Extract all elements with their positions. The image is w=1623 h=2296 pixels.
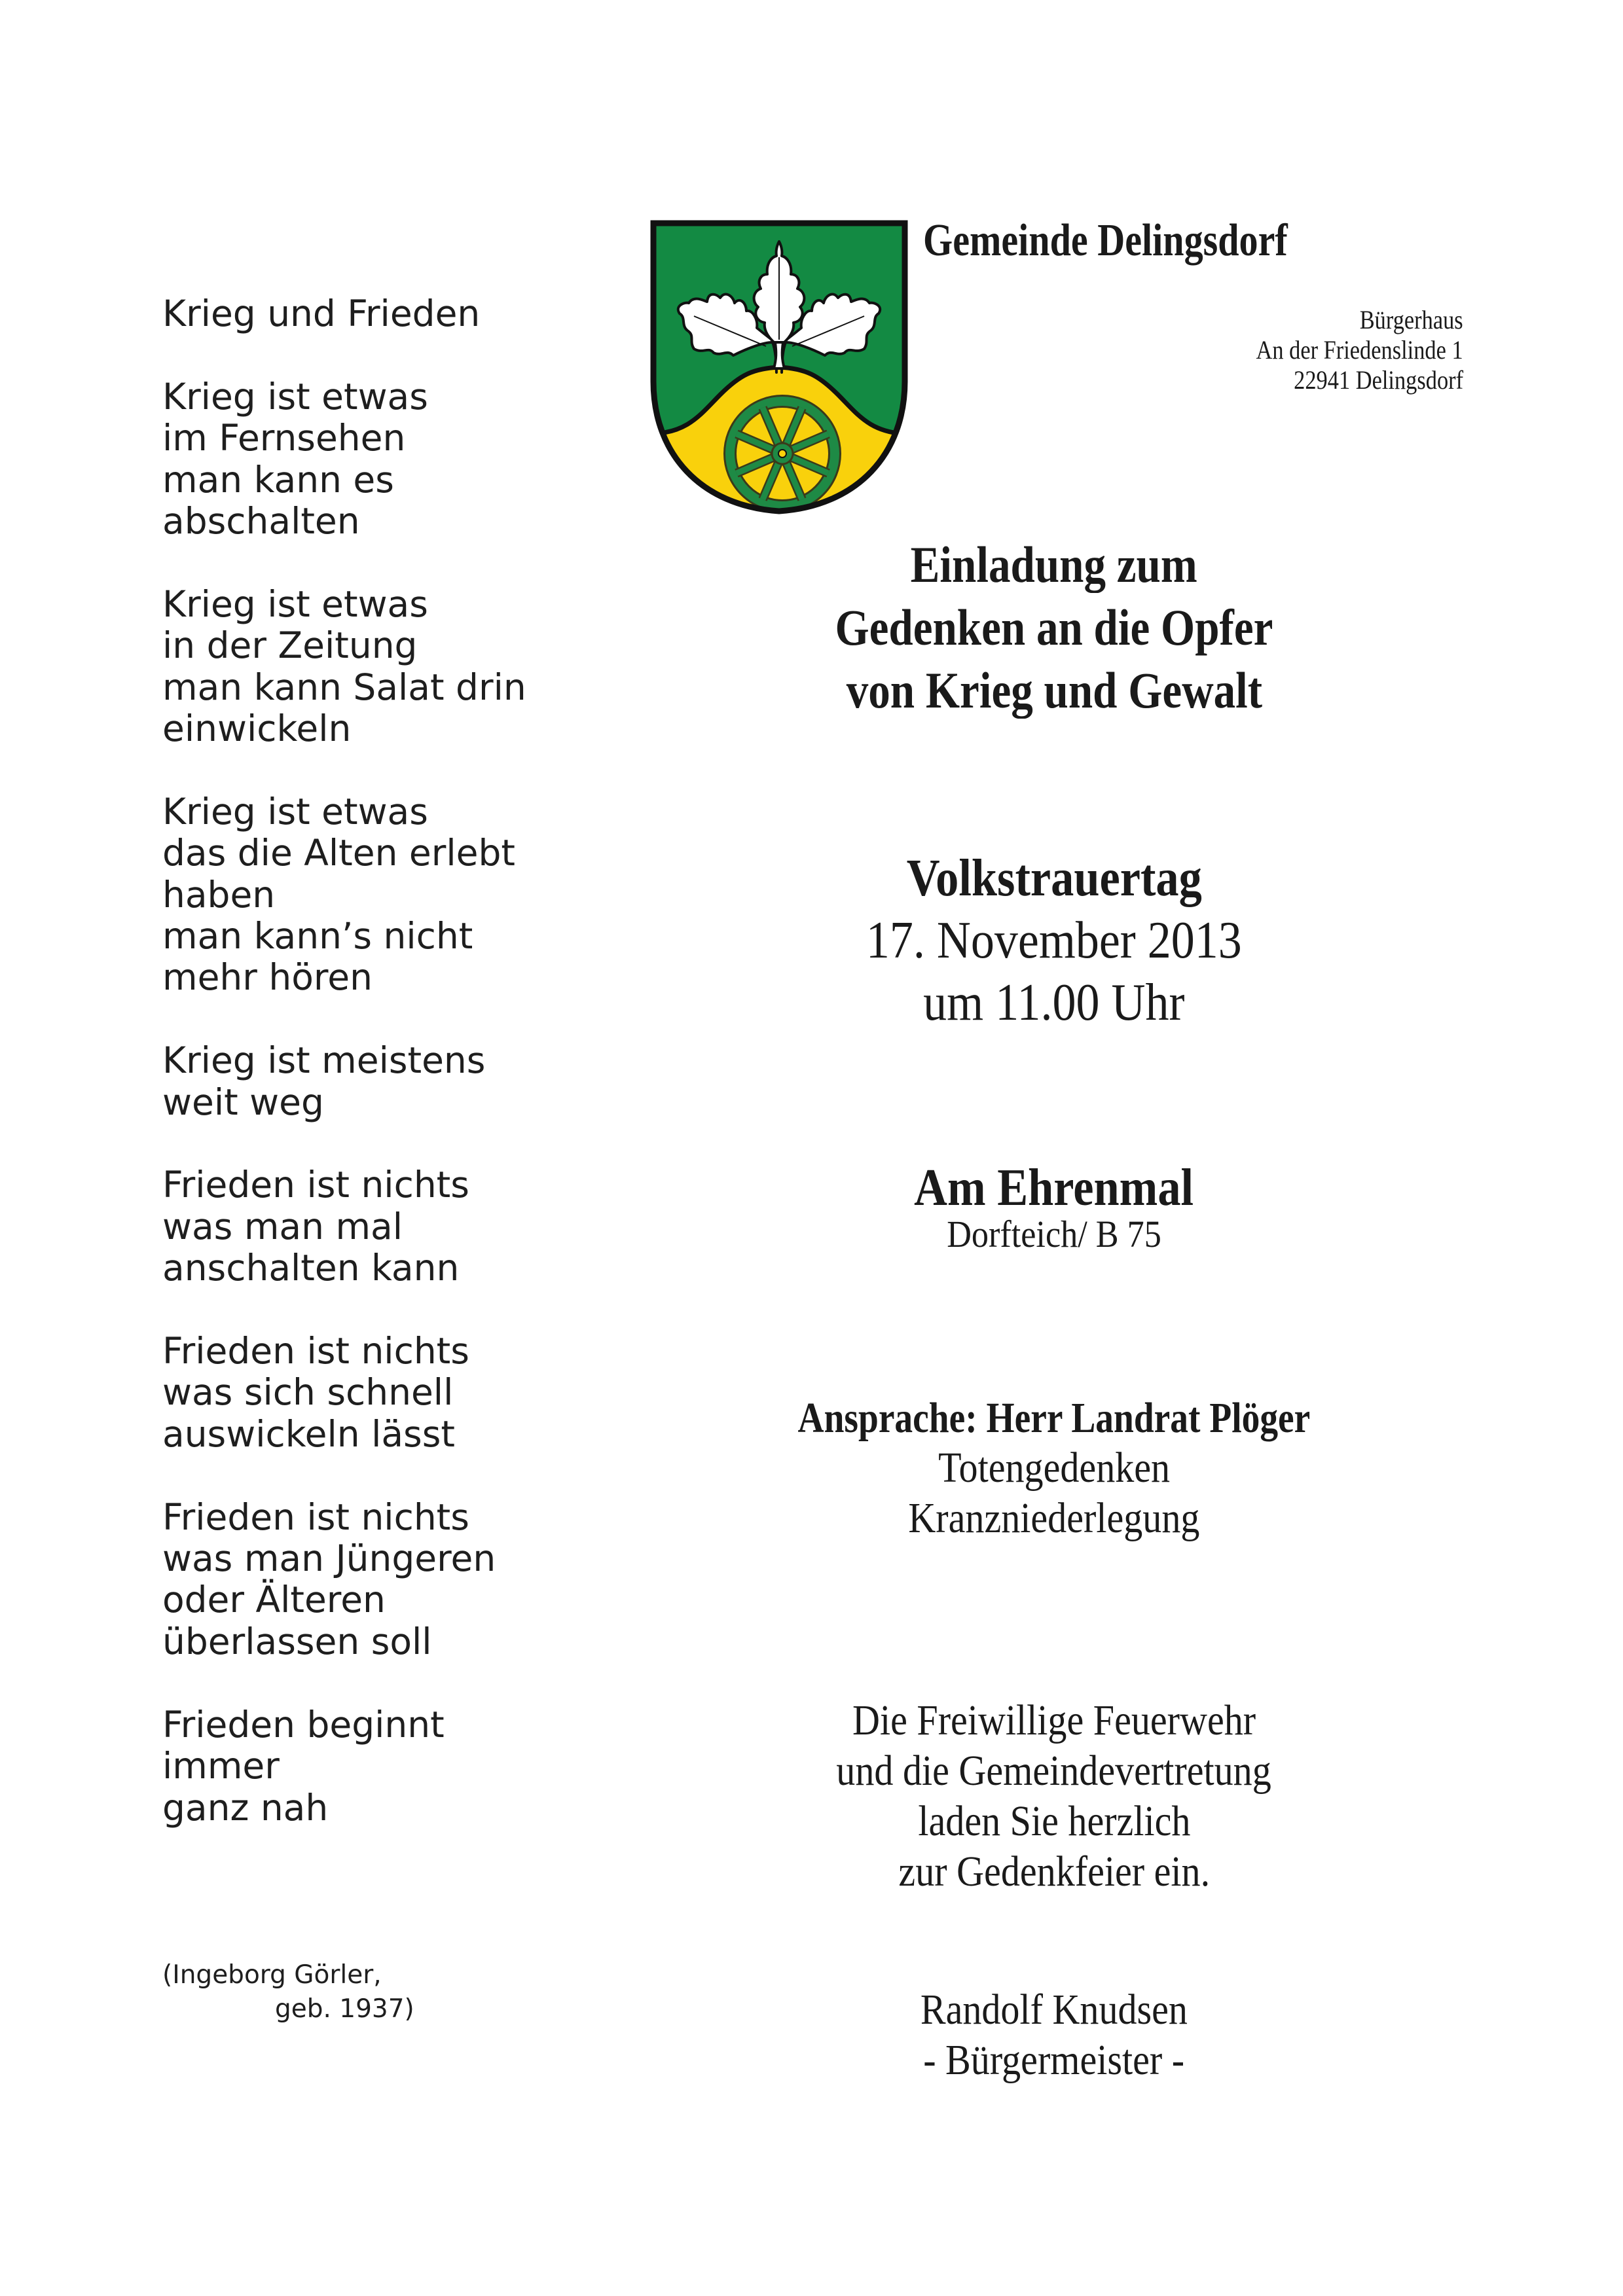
poem-author: (Ingeborg Görler,	[162, 1960, 382, 1990]
poem-line: man kann es	[162, 458, 394, 501]
poem-line: Krieg ist meistens	[162, 1039, 486, 1082]
headline-text: Einladung zum	[910, 536, 1198, 593]
poem-line: anschalten kann	[162, 1247, 460, 1289]
poem-author-born: geb. 1937)	[275, 1994, 414, 2024]
event-time	[714, 973, 1395, 1032]
poem-line: auswickeln lässt	[162, 1412, 455, 1455]
headline-line	[714, 535, 1395, 594]
poem-stanza	[162, 791, 581, 999]
poem-stanza	[162, 1040, 581, 1123]
closing-line	[714, 1747, 1395, 1795]
closing-line	[714, 1797, 1395, 1846]
address-building: Bürgerhaus	[1360, 305, 1463, 334]
program-item	[714, 1494, 1395, 1543]
poem-line: immer	[162, 1745, 280, 1787]
poem-line: einwickeln	[162, 708, 352, 750]
headline-line	[714, 598, 1395, 657]
poem-credit	[162, 1958, 477, 2026]
address-line-street	[1048, 335, 1463, 365]
poem-stanza	[162, 1497, 581, 1663]
poem-line: haben	[162, 873, 276, 916]
signature-name	[714, 1986, 1395, 2034]
headline-text: von Krieg und Gewalt	[846, 662, 1262, 719]
poem-title-stanza	[162, 293, 581, 334]
closing-text: zur Gedenkfeier ein.	[898, 1848, 1210, 1895]
poem-stanza	[162, 1331, 581, 1455]
location-detail-text: Dorfteich/ B 75	[947, 1213, 1161, 1255]
headline-line	[714, 661, 1395, 720]
poem-line: Frieden ist nichts	[162, 1330, 469, 1372]
poem-line: abschalten	[162, 500, 360, 543]
event-time-text: um 11.00 Uhr	[923, 974, 1185, 1031]
poem-line: man kann Salat drin	[162, 666, 526, 708]
signature-name-text: Randolf Knudsen	[920, 1986, 1188, 2034]
poem-line: im Fernsehen	[162, 417, 406, 459]
poem-line: Krieg ist etwas	[162, 790, 428, 833]
location-text: Am Ehrenmal	[914, 1159, 1194, 1217]
event-date-text: 17. November 2013	[866, 912, 1242, 969]
poem-line: was sich schnell	[162, 1371, 454, 1414]
address-line-building	[1048, 305, 1463, 335]
poem-line: Krieg ist etwas	[162, 583, 428, 625]
poem-line: Frieden beginnt	[162, 1703, 445, 1746]
program-item	[714, 1444, 1395, 1492]
poem-line: ganz nah	[162, 1786, 329, 1829]
speech-text: Ansprache: Herr Landrat Plöger	[797, 1394, 1311, 1442]
poem-line: man kann’s nicht	[162, 915, 473, 958]
speech	[714, 1394, 1395, 1443]
poem-line: das die Alten erlebt	[162, 832, 515, 874]
closing-text: Die Freiwillige Feuerwehr	[852, 1696, 1256, 1744]
municipality-title	[923, 215, 1381, 267]
poem-stanza	[162, 376, 581, 543]
closing-text: und die Gemeindevertretung	[836, 1747, 1272, 1795]
program-item-text: Kranzniederlegung	[908, 1494, 1200, 1542]
closing-line	[714, 1696, 1395, 1745]
poem-line: was man Jüngeren	[162, 1537, 496, 1580]
poem-line: Frieden ist nichts	[162, 1496, 469, 1538]
event-name-text: Volkstrauertag	[906, 850, 1202, 907]
poem-line: Frieden ist nichts	[162, 1164, 469, 1206]
poem-stanza	[162, 1164, 581, 1289]
program-item-text: Totengedenken	[938, 1444, 1170, 1492]
poem-title: Krieg und Frieden	[162, 293, 481, 334]
signature-title-text: - Bürgermeister -	[923, 2036, 1185, 2084]
address-street: An der Friedenslinde 1	[1256, 335, 1463, 365]
poem-line: was man mal	[162, 1205, 403, 1247]
poem-line: mehr hören	[162, 956, 373, 999]
poem-line: oder Älteren	[162, 1579, 386, 1621]
coat-of-arms-icon	[648, 218, 910, 516]
poem-line: überlassen soll	[162, 1620, 432, 1662]
municipality-title-text: Gemeinde Delingsdorf	[923, 215, 1288, 266]
event-date	[714, 911, 1395, 970]
poem	[162, 293, 581, 1870]
poem-stanza	[162, 1704, 581, 1829]
closing-text: laden Sie herzlich	[917, 1797, 1191, 1845]
poem-line: in der Zeitung	[162, 624, 418, 667]
location	[714, 1158, 1395, 1217]
address-line-city	[1048, 365, 1463, 395]
poem-stanza	[162, 584, 581, 750]
headline-text: Gedenken an die Opfer	[835, 599, 1273, 656]
poem-line: Krieg ist etwas	[162, 375, 428, 418]
event-name	[714, 849, 1395, 908]
poem-line: weit weg	[162, 1081, 324, 1123]
signature-title	[714, 2036, 1395, 2085]
location-detail	[714, 1213, 1395, 1256]
address-city: 22941 Delingsdorf	[1294, 365, 1463, 395]
closing-line	[714, 1848, 1395, 1896]
